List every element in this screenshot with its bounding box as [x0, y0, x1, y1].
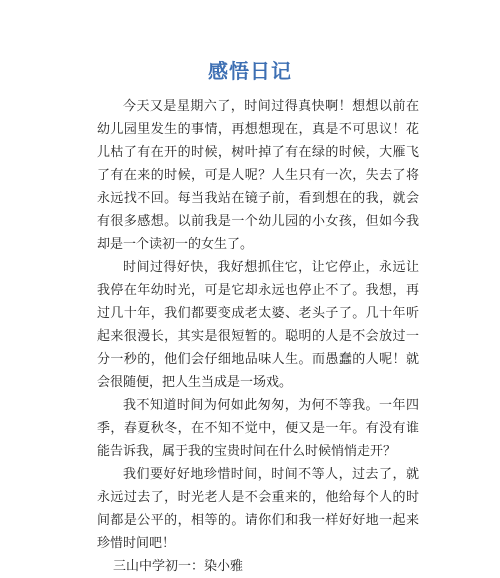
author-signature: 三山中学初一：染小雅: [113, 559, 244, 574]
paragraph-1: 今天又是星期六了，时间过得真快啊！想想以前在幼儿园里发生的事情，再想想现在，真是不可思议！花儿枯了有在开的时候，树叶掉了有在绿的时候，大雁飞了有在来的时候，可是人呢？人生只有一次，失去了将永远找不回。每当我站在镜子前，看到想在的我，就会有很多感想。以前我是一个幼儿园的小女孩，但如今我却是一个读初一的女生了。: [97, 99, 419, 252]
paragraph-4: 我们要好好地珍惜时间，时间不等人，过去了，就永远过去了，时光老人是不会重来的，他给每个人的时间都是公平的，相等的。请你们和我一样好好地一起来珍惜时间吧！: [97, 467, 419, 551]
page-title: 感悟日记: [208, 59, 292, 83]
paragraph-2: 时间过得好快，我好想抓住它，让它停止，永远让我停在年幼时光，可是它却永远也停止不了。我想，再过几十年，我们都要变成老太婆、老头子了。几十年听起来很漫长，其实是很短暂的。聪明的人是不会放过一分一秒的，他们会仔细地品味人生。而愚蠢的人呢！就会很随便，把人生当成是一场戏。: [97, 260, 419, 390]
diary-body: [97, 95, 419, 578]
paragraph-3: 我不知道时间为何如此匆匆，为何不等我。一年四季，春夏秋冬，在不知不觉中，便又是一年。有没有谁能告诉我，属于我的宝贵时间在什么时候悄悄走开？: [97, 398, 419, 459]
